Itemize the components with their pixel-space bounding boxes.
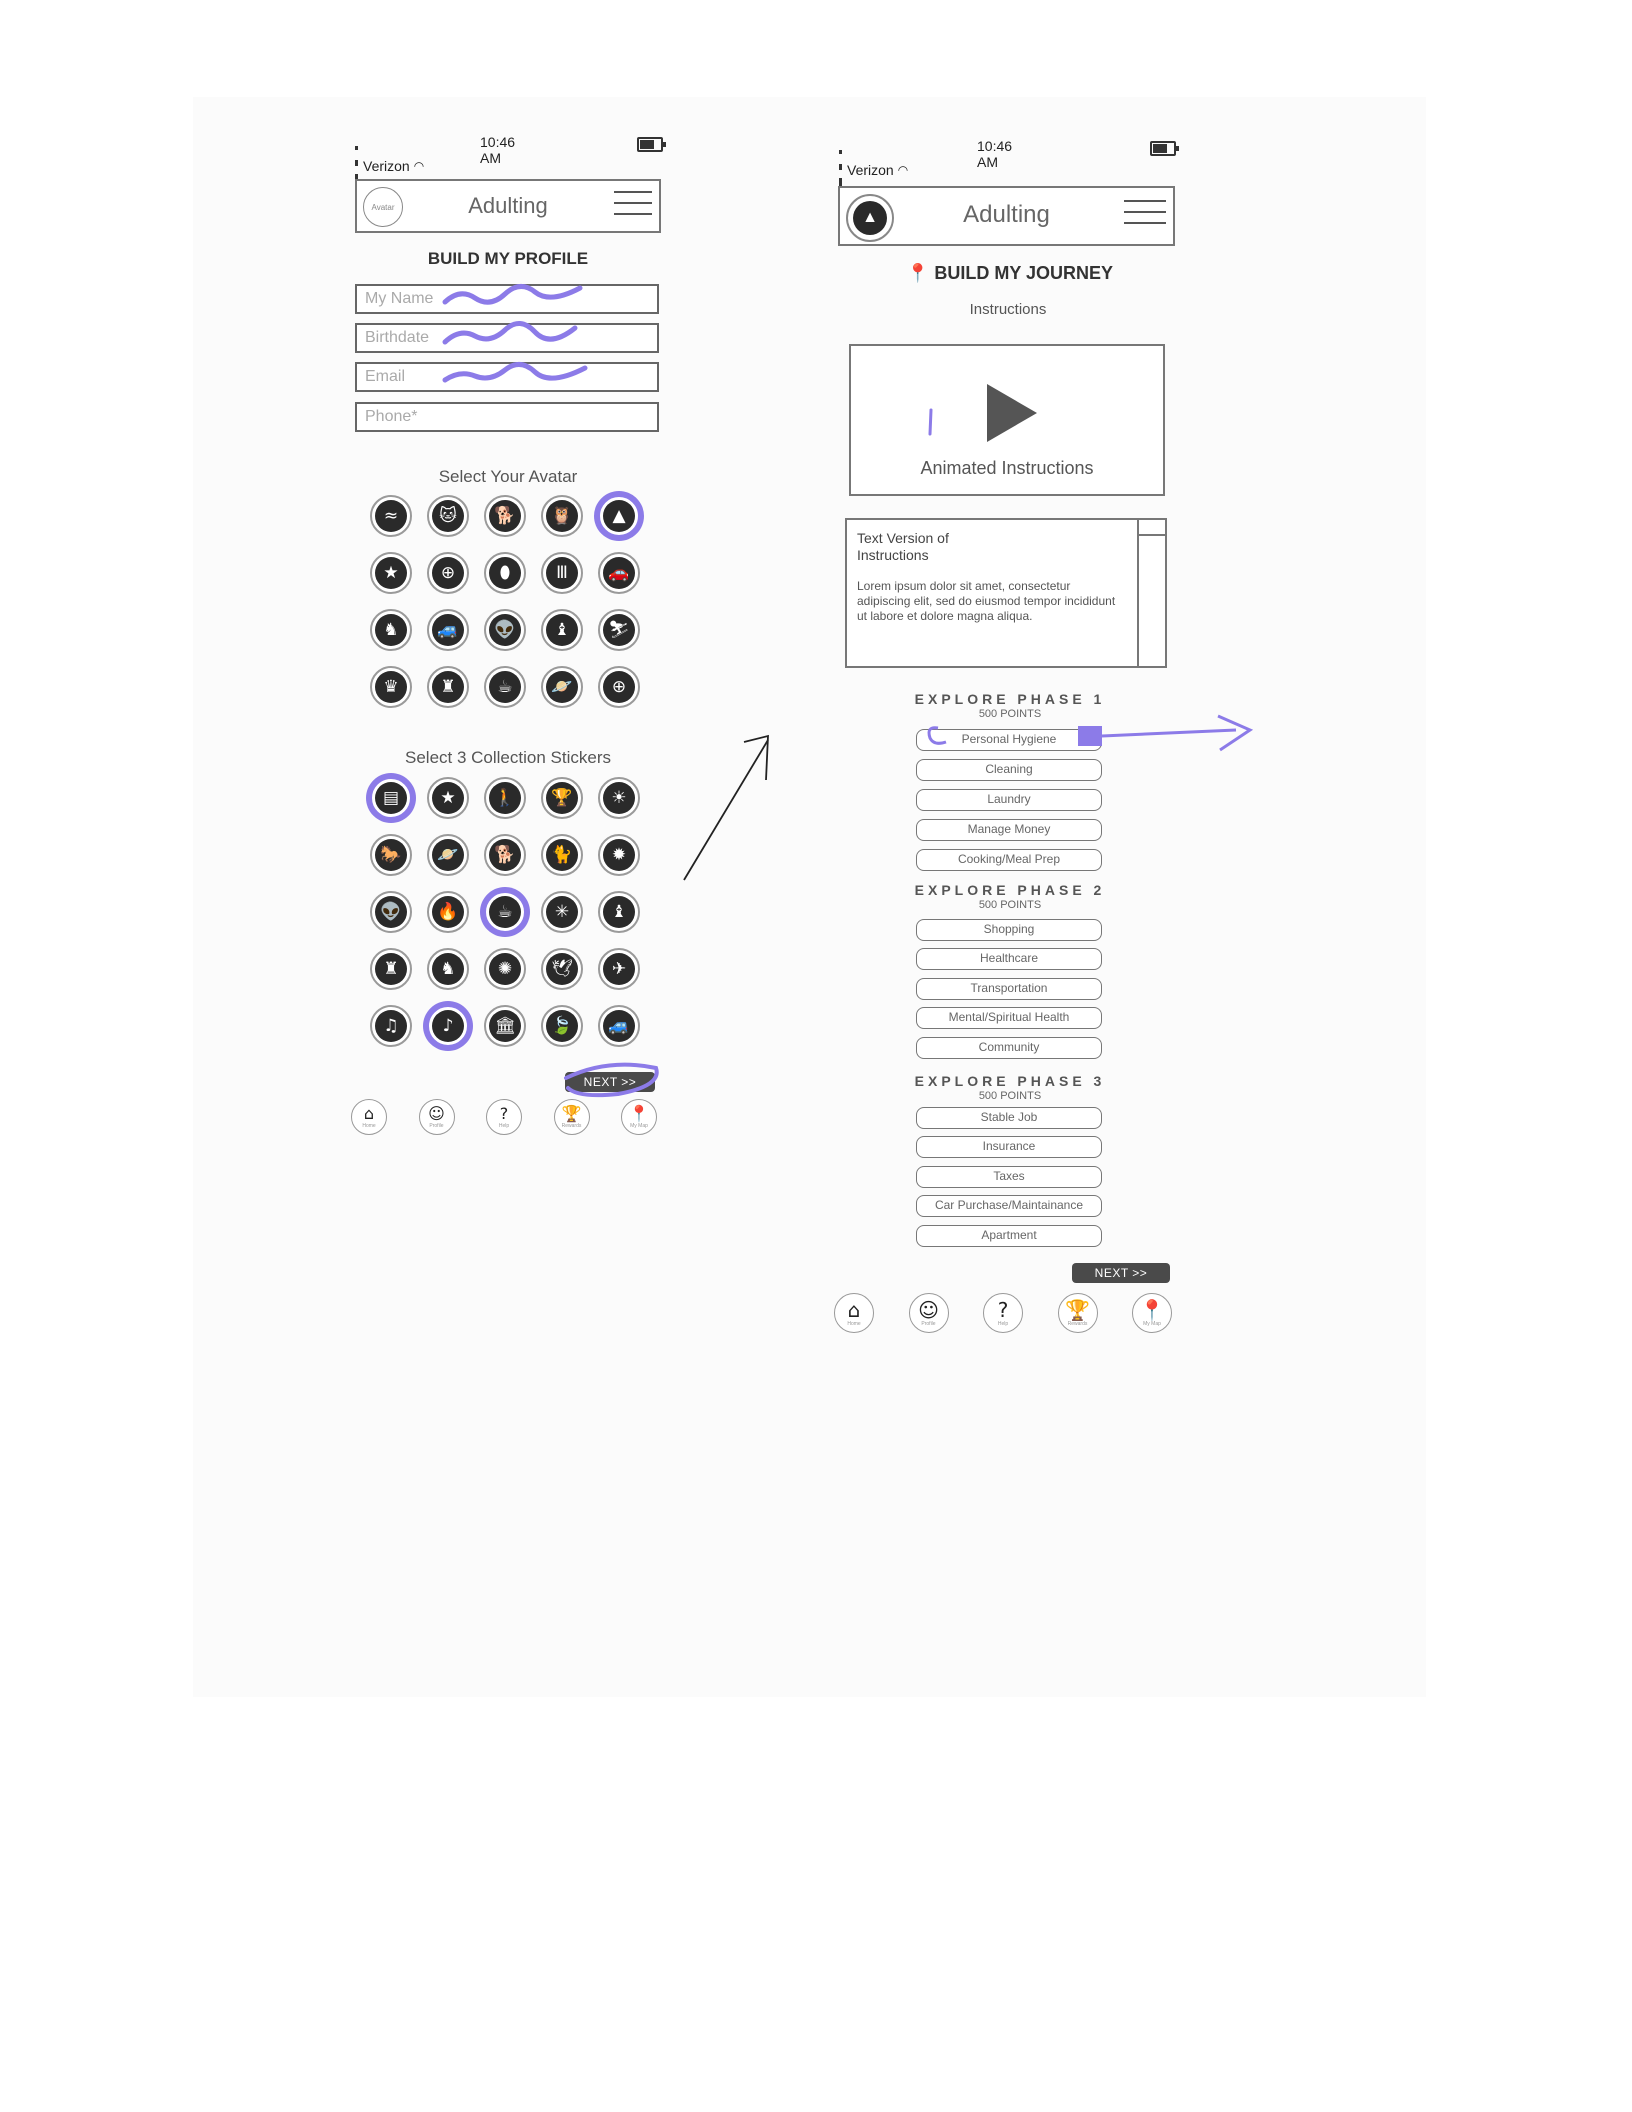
- phase-2-points: 500 POINTS: [978, 899, 1042, 911]
- carrier-label: Verizon: [847, 162, 894, 178]
- nav-rewards-button[interactable]: [1058, 1293, 1098, 1333]
- alien-icon: 👽: [375, 896, 407, 928]
- task-mental-health[interactable]: Mental/Spiritual Health: [916, 1007, 1102, 1029]
- gear-icon: ✹: [603, 839, 635, 871]
- menu-icon[interactable]: [1124, 200, 1166, 233]
- music-notes-icon: ♫: [375, 1010, 407, 1042]
- sticker-option[interactable]: [484, 948, 526, 990]
- task-car-purchase[interactable]: Car Purchase/Maintainance: [916, 1195, 1102, 1217]
- sticker-option[interactable]: [484, 1005, 526, 1047]
- avatar-option[interactable]: [598, 666, 640, 708]
- sticker-option[interactable]: [541, 1005, 583, 1047]
- sticker-option[interactable]: [598, 834, 640, 876]
- page-title-text: BUILD MY JOURNEY: [934, 263, 1114, 283]
- airplane-icon: ✈: [603, 953, 635, 985]
- next-button[interactable]: NEXT >>: [565, 1072, 655, 1092]
- nav-label: Home: [847, 1320, 861, 1327]
- next-circle-scribble: [558, 1058, 662, 1100]
- sun-icon: ☀: [603, 782, 635, 814]
- avatar-option[interactable]: [427, 609, 469, 651]
- profile-icon: ☺: [918, 1297, 939, 1322]
- help-icon: ?: [499, 1103, 509, 1123]
- highlight-scribble: [440, 280, 590, 390]
- nav-label: Home: [362, 1122, 376, 1129]
- nav-label: Profile: [429, 1122, 444, 1129]
- battery-icon: [637, 137, 663, 152]
- sticker-option[interactable]: [541, 948, 583, 990]
- music-note-icon: ♪: [432, 1010, 464, 1042]
- status-time: 10:46 AM: [480, 134, 516, 166]
- horse-icon: 🐎: [375, 839, 407, 871]
- help-icon: ?: [997, 1297, 1009, 1322]
- sticker-option[interactable]: [598, 777, 640, 819]
- phase-3-title: EXPLORE PHASE 3: [914, 1073, 1106, 1089]
- avatar-option[interactable]: [427, 495, 469, 537]
- crown-icon: ♛: [375, 671, 407, 703]
- scrollbar[interactable]: [1137, 520, 1165, 666]
- sticker-option[interactable]: [541, 777, 583, 819]
- hiker-icon: 🚶: [489, 782, 521, 814]
- map-pin-icon: 📍: [906, 263, 930, 284]
- page-title: BUILD MY PROFILE: [427, 249, 589, 268]
- task-stable-job[interactable]: Stable Job: [916, 1107, 1102, 1129]
- next-button[interactable]: NEXT >>: [1072, 1263, 1170, 1283]
- hand-drawn-arrow: [676, 728, 776, 888]
- battery-icon: [1150, 141, 1176, 156]
- sticker-option[interactable]: [427, 834, 469, 876]
- trophy-icon: 🏆: [561, 1103, 582, 1123]
- map-pin-icon: 📍: [629, 1103, 649, 1123]
- sticker-option[interactable]: [370, 1005, 412, 1047]
- nav-help-button[interactable]: [486, 1099, 522, 1135]
- nav-label: Rewards: [1067, 1320, 1088, 1327]
- scrollbar-thumb[interactable]: [1139, 520, 1165, 536]
- avatar-option[interactable]: [484, 666, 526, 708]
- nav-label: My Map: [1143, 1320, 1161, 1327]
- football-icon: ⬮: [489, 557, 521, 589]
- bank-icon: 🏛: [489, 1010, 521, 1042]
- avatar-option[interactable]: [541, 609, 583, 651]
- chess-bishop-icon: ♝: [546, 614, 578, 646]
- chess-knight-icon: ♞: [432, 953, 464, 985]
- nav-label: Rewards: [561, 1122, 582, 1129]
- avatar-option[interactable]: [370, 495, 412, 537]
- crosshairs-icon: ⊕: [603, 671, 635, 703]
- instructions-label: Instructions: [969, 301, 1047, 318]
- sticker-option[interactable]: [427, 1005, 469, 1047]
- chess-bishop-icon: ♝: [603, 896, 635, 928]
- avatar-option[interactable]: [598, 609, 640, 651]
- app-title: Adulting: [963, 201, 1050, 228]
- horse-icon: ♞: [375, 614, 407, 646]
- owl-icon: 🦉: [546, 500, 578, 532]
- profile-icon: ☺: [428, 1103, 445, 1123]
- snowflake-icon: ✳: [546, 896, 578, 928]
- text-box-body: Lorem ipsum dolor sit amet, consectetur adipiscing elit, sed do eiusmod tempor incididunt ut labore et dolore magna aliqua.: [857, 579, 1116, 623]
- planet-icon: 🪐: [546, 671, 578, 703]
- wifi-icon: ◠: [897, 163, 909, 177]
- nav-label: Help: [997, 1320, 1009, 1327]
- sticker-option[interactable]: [541, 834, 583, 876]
- task-personal-hygiene[interactable]: Personal Hygiene: [916, 729, 1102, 751]
- dog-icon: 🐕: [489, 839, 521, 871]
- avatar-option[interactable]: [541, 666, 583, 708]
- status-time: 10:46 AM: [977, 138, 1013, 170]
- nav-profile-button[interactable]: [909, 1293, 949, 1333]
- nav-home-button[interactable]: [351, 1099, 387, 1135]
- task-laundry[interactable]: Laundry: [916, 789, 1102, 811]
- star-icon: ★: [375, 557, 407, 589]
- phase-1-title: EXPLORE PHASE 1: [914, 691, 1106, 707]
- truck-icon: 🚙: [432, 614, 464, 646]
- sticker-option[interactable]: [484, 891, 526, 933]
- sticker-option[interactable]: [484, 834, 526, 876]
- wizard-hat-icon: ▲: [603, 500, 635, 532]
- avatar-option[interactable]: [484, 552, 526, 594]
- sticker-option[interactable]: [370, 948, 412, 990]
- nav-label: Profile: [921, 1320, 936, 1327]
- instructions-video[interactable]: [849, 344, 1165, 496]
- birthdate-field[interactable]: Birthdate: [355, 323, 659, 353]
- app-header: [355, 179, 661, 233]
- text-instructions-box: [845, 518, 1167, 668]
- skier-icon: ⛷: [603, 614, 635, 646]
- sticker-option[interactable]: [370, 834, 412, 876]
- avatar-option[interactable]: [598, 495, 640, 537]
- sticker-option[interactable]: [427, 948, 469, 990]
- task-manage-money[interactable]: Manage Money: [916, 819, 1102, 841]
- play-icon[interactable]: [983, 382, 1039, 444]
- alien-icon: 👽: [489, 614, 521, 646]
- avatar-grid: [370, 495, 640, 708]
- dove-icon: 🕊: [546, 953, 578, 985]
- dumbbell-icon: Ⅲ: [546, 557, 578, 589]
- avatar-option[interactable]: [484, 495, 526, 537]
- dog-icon: 🐕: [489, 500, 521, 532]
- phase-2-title: EXPLORE PHASE 2: [914, 882, 1106, 898]
- video-caption: Animated Instructions: [920, 458, 1094, 478]
- task-shopping[interactable]: Shopping: [916, 919, 1102, 941]
- task-cleaning[interactable]: Cleaning: [916, 759, 1102, 781]
- stickers-section-label: Select 3 Collection Stickers: [405, 748, 611, 767]
- map-pin-icon: 📍: [1139, 1297, 1165, 1322]
- star-icon: ★: [432, 782, 464, 814]
- fire-icon: 🔥: [432, 896, 464, 928]
- avatar-option[interactable]: [370, 609, 412, 651]
- annotation-number-1: [926, 408, 936, 438]
- task-taxes[interactable]: Taxes: [916, 1166, 1102, 1188]
- name-field[interactable]: My Name: [355, 284, 659, 314]
- nav-home-button[interactable]: [834, 1293, 874, 1333]
- app-header: [838, 186, 1175, 246]
- nav-help-button[interactable]: [983, 1293, 1023, 1333]
- bottom-nav: [351, 1099, 657, 1135]
- sticker-option[interactable]: [541, 891, 583, 933]
- nav-my-map-button[interactable]: [621, 1099, 657, 1135]
- nav-label: My Map: [630, 1122, 648, 1129]
- avatar-option[interactable]: [598, 552, 640, 594]
- planet-icon: 🪐: [432, 839, 464, 871]
- sticker-option[interactable]: [370, 891, 412, 933]
- sticker-option[interactable]: [598, 891, 640, 933]
- avatar-option[interactable]: [541, 495, 583, 537]
- bottom-nav: [834, 1293, 1172, 1333]
- avatar-option[interactable]: [370, 666, 412, 708]
- task-apartment[interactable]: Apartment: [916, 1225, 1102, 1247]
- phone-field[interactable]: Phone*: [355, 402, 659, 432]
- email-field[interactable]: Email: [355, 362, 659, 392]
- home-icon: ⌂: [363, 1103, 375, 1123]
- sticker-option[interactable]: [598, 1005, 640, 1047]
- castle-icon: ♜: [375, 953, 407, 985]
- basketball-icon: ⊕: [432, 557, 464, 589]
- sticker-option[interactable]: [370, 777, 412, 819]
- trophy-icon: 🏆: [1065, 1297, 1090, 1322]
- sticker-option[interactable]: [598, 948, 640, 990]
- avatar[interactable]: Avatar: [363, 187, 403, 227]
- nav-my-map-button[interactable]: [1132, 1293, 1172, 1333]
- text-box-title: Text Version of Instructions: [857, 530, 949, 563]
- sticker-option[interactable]: [427, 891, 469, 933]
- sticker-option[interactable]: [427, 777, 469, 819]
- page-title: [880, 263, 1140, 284]
- menu-icon[interactable]: [614, 191, 652, 224]
- annotation-arrow-2: [918, 712, 1258, 762]
- task-healthcare[interactable]: Healthcare: [916, 948, 1102, 970]
- sticker-grid: [370, 777, 640, 1047]
- avatar-option[interactable]: [427, 666, 469, 708]
- nav-rewards-button[interactable]: [554, 1099, 590, 1135]
- avatar-option[interactable]: [484, 609, 526, 651]
- home-icon: ⌂: [847, 1297, 861, 1322]
- avatar-option[interactable]: [427, 552, 469, 594]
- wizard-hat-icon: ▲: [853, 201, 887, 235]
- trophy-icon: 🏆: [546, 782, 578, 814]
- sticker-option[interactable]: [484, 777, 526, 819]
- burst-icon: ✺: [489, 953, 521, 985]
- castle-icon: ♜: [432, 671, 464, 703]
- car-icon: 🚗: [603, 557, 635, 589]
- task-cooking[interactable]: Cooking/Meal Prep: [916, 849, 1102, 871]
- carrier-label: Verizon: [363, 158, 410, 174]
- nav-profile-button[interactable]: [419, 1099, 455, 1135]
- phase-1-points: 500 POINTS: [978, 708, 1042, 720]
- leaf-icon: 🍃: [546, 1010, 578, 1042]
- book-icon: ▤: [375, 782, 407, 814]
- nav-label: Help: [498, 1122, 510, 1129]
- avatar-section-label: Select Your Avatar: [438, 467, 578, 486]
- wifi-icon: ◠: [413, 159, 425, 173]
- task-insurance[interactable]: Insurance: [916, 1136, 1102, 1158]
- cat-icon: 🐱: [432, 500, 464, 532]
- coffee-icon: ☕: [489, 896, 521, 928]
- app-title: Adulting: [468, 193, 548, 218]
- task-community[interactable]: Community: [916, 1037, 1102, 1059]
- cat-icon: 🐈: [546, 839, 578, 871]
- coffee-icon: ☕: [489, 671, 521, 703]
- phase-3-points: 500 POINTS: [978, 1090, 1042, 1102]
- swimmer-icon: ≈: [375, 500, 407, 532]
- car-icon: 🚙: [603, 1010, 635, 1042]
- task-transportation[interactable]: Transportation: [916, 978, 1102, 1000]
- avatar-option[interactable]: [370, 552, 412, 594]
- avatar-option[interactable]: [541, 552, 583, 594]
